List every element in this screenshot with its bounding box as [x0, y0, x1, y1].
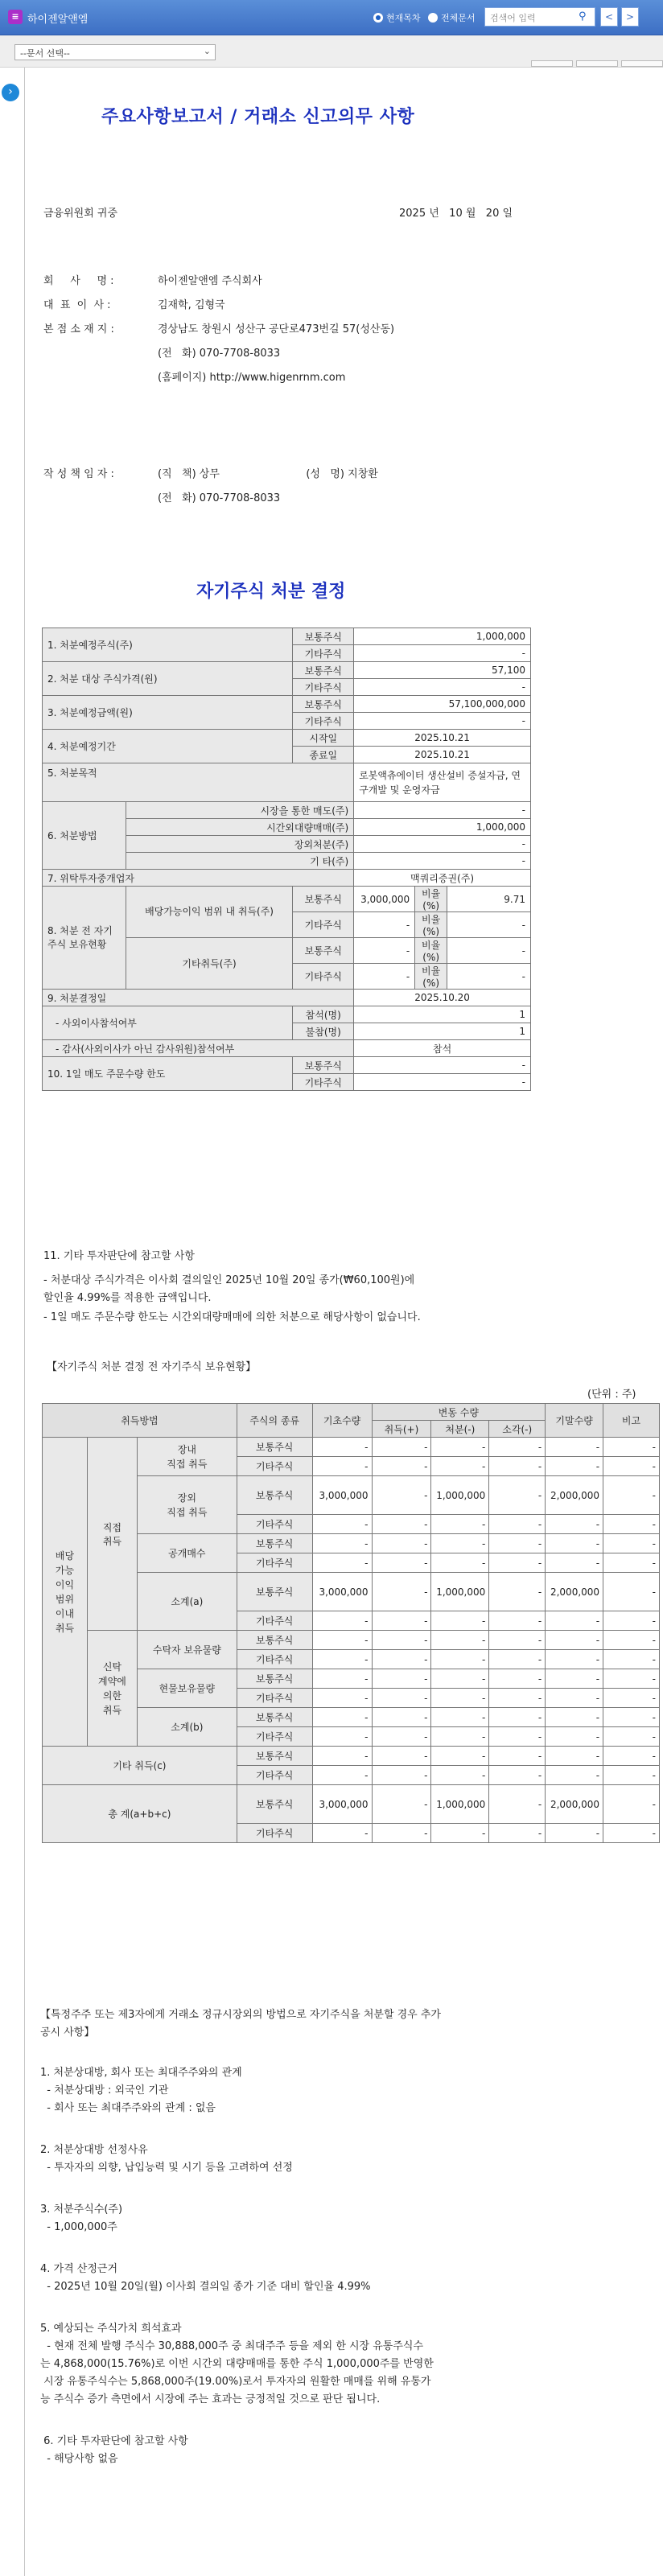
table-row: 불참(명) 1 — [43, 1023, 531, 1040]
table-row — [43, 1631, 660, 1650]
disclosure-intro: 【특정주주 또는 제3자에게 거래소 정규시장외의 방법으로 자기주식을 처분할 경우 추가 — [40, 2009, 441, 2021]
row-label: 2. 처분 대상 주식가격(원) — [43, 662, 293, 696]
quantity-cell: - — [431, 1747, 489, 1766]
quantity-cell: - — [603, 1650, 660, 1669]
quantity-cell: - — [312, 1650, 372, 1669]
spacer — [40, 2468, 441, 2492]
quantity-cell: - — [489, 1727, 546, 1747]
stock-kind: 보통주식 — [237, 1438, 312, 1457]
responsible-value: (직 책) 상무 (성 명) 지창환 — [158, 468, 378, 480]
quantity-cell: - — [312, 1515, 372, 1534]
quantity-cell: - — [489, 1708, 546, 1727]
quantity-cell: - — [489, 1611, 546, 1631]
quantity-cell: - — [372, 1727, 431, 1747]
table-row: 10. 1일 매도 주문수량 한도 보통주식 - — [43, 1057, 531, 1074]
quantity-cell: - — [603, 1689, 660, 1708]
quantity-cell: 2,000,000 — [546, 1573, 603, 1611]
col-header: 취득(+) — [372, 1421, 431, 1438]
sidebar-toggle-icon[interactable]: › — [2, 84, 19, 101]
row-label: 4. 처분예정기간 — [43, 730, 293, 763]
quantity-cell: - — [372, 1824, 431, 1843]
table-row: 시간외대량매매(주) 1,000,000 — [43, 819, 531, 836]
disclosure-item-line: 시장 유통주식수는 5,868,000주(19.00%)로서 투자자의 원활한 매매를 위해 유통가 — [40, 2376, 431, 2388]
table-row: 3. 처분예정금액(원) 보통주식 57,100,000,000 — [43, 696, 531, 713]
disclosure-item-title: 1. 처분상대방, 회사 또는 최대주주와의 관계 — [40, 2067, 242, 2079]
table-row — [43, 1438, 660, 1457]
quantity-cell: 3,000,000 — [312, 1476, 372, 1515]
notes-line: - 처분대상 주식가격은 이사회 결의일인 2025년 10월 20일 종가(₩60,100원)에 — [43, 1274, 415, 1286]
quantity-cell: - — [489, 1534, 546, 1553]
col-header: 변동 수량 — [372, 1404, 546, 1421]
search-icon[interactable]: ⚲ — [579, 10, 587, 23]
address-label: 본 점 소 재 지 : — [43, 323, 114, 335]
toolbar-buttons — [531, 60, 663, 67]
stock-kind: 기타주식 — [237, 1515, 312, 1534]
quantity-cell: - — [372, 1650, 431, 1669]
holdings-caption: 【자기주식 처분 결정 전 자기주식 보유현황】 — [47, 1361, 257, 1373]
radio-all-document[interactable]: 전체문서 — [428, 11, 476, 24]
stock-kind: 보통주식 — [237, 1534, 312, 1553]
app-logo-icon: ≡ — [8, 10, 23, 24]
quantity-cell: - — [546, 1766, 603, 1785]
table-row: 6. 처분방법 시장을 통한 매도(주) - — [43, 802, 531, 819]
quantity-cell: - — [312, 1766, 372, 1785]
spacer — [40, 2177, 441, 2201]
address-value: 경상남도 창원시 성산구 공단로473번길 57(성산동) — [158, 323, 395, 335]
quantity-cell: - — [312, 1438, 372, 1457]
quantity-cell: - — [489, 1747, 546, 1766]
quantity-cell: - — [603, 1476, 660, 1515]
quantity-cell: - — [431, 1669, 489, 1689]
quantity-cell: - — [312, 1457, 372, 1476]
app-title: 하이젠알앤엠 — [27, 14, 89, 26]
row-label: 1. 처분예정주식(주) — [43, 628, 293, 662]
row-label: 9. 처분결정일 — [43, 990, 354, 1006]
radio-off-icon — [428, 13, 438, 23]
holdings-unit: (단위 : 주) — [587, 1389, 636, 1401]
quantity-cell: - — [603, 1534, 660, 1553]
quantity-cell: - — [489, 1650, 546, 1669]
quantity-cell: - — [431, 1824, 489, 1843]
toolbar-button[interactable] — [576, 60, 618, 67]
quantity-cell: - — [603, 1457, 660, 1476]
stock-kind: 보통주식 — [237, 1669, 312, 1689]
stock-kind: 기타주식 — [237, 1553, 312, 1573]
table-header-row — [43, 1404, 660, 1421]
table-row — [43, 1785, 660, 1824]
quantity-cell: - — [603, 1708, 660, 1727]
quantity-cell: - — [546, 1824, 603, 1843]
top-toolbar — [0, 0, 663, 35]
quantity-cell: - — [372, 1631, 431, 1650]
stock-kind: 보통주식 — [237, 1708, 312, 1727]
stock-kind: 기타주식 — [237, 1457, 312, 1476]
quantity-cell: - — [312, 1824, 372, 1843]
stock-kind: 보통주식 — [237, 1573, 312, 1611]
quantity-cell: - — [372, 1785, 431, 1824]
quantity-cell: - — [312, 1631, 372, 1650]
quantity-cell: - — [489, 1438, 546, 1457]
quantity-cell: - — [372, 1457, 431, 1476]
disposal-decision-table — [42, 628, 531, 1091]
group-label: 배당 가능 이익 범위 이내 취득 — [43, 1438, 88, 1747]
quantity-cell: - — [431, 1631, 489, 1650]
quantity-cell: - — [431, 1650, 489, 1669]
row-label: - 사외이사참석여부 — [43, 1006, 293, 1040]
spacer — [40, 2237, 441, 2261]
quantity-cell: - — [546, 1611, 603, 1631]
table-row: - 감사(사외이사가 아닌 감사위원)참석여부 참석 — [43, 1040, 531, 1057]
stock-kind: 기타주식 — [237, 1824, 312, 1843]
disclosure-item-line: - 현재 전체 발행 주식수 30,888,000주 중 최대주주 등을 제외 한 시장 유통주식수 — [40, 2340, 424, 2352]
row-label: 10. 1일 매도 주문수량 한도 — [43, 1057, 293, 1091]
disclosure-item-title: 3. 처분주식수(주) — [40, 2204, 123, 2216]
quantity-cell: - — [546, 1534, 603, 1553]
quantity-cell: - — [603, 1747, 660, 1766]
quantity-cell: - — [603, 1438, 660, 1457]
quantity-cell: - — [372, 1553, 431, 1573]
quantity-cell: - — [431, 1766, 489, 1785]
disclosure-item-line: 는 4,868,000(15.76%)로 이번 시간외 대량매매를 통한 주식 1,000,000주를 반영한 — [40, 2358, 434, 2370]
quantity-cell: - — [489, 1457, 546, 1476]
radio-current-section[interactable]: 현재목차 — [373, 11, 421, 24]
notes-heading: 11. 기타 투자판단에 참고할 사항 — [43, 1250, 195, 1262]
company-name: 하이젠알앤엠 주식회사 — [158, 275, 262, 287]
quantity-cell: - — [372, 1534, 431, 1553]
disclosure-item-title: 5. 예상되는 주식가치 희석효과 — [40, 2323, 182, 2335]
quantity-cell: - — [546, 1438, 603, 1457]
row-label: 3. 처분예정금액(원) — [43, 696, 293, 730]
quantity-cell: - — [603, 1669, 660, 1689]
quantity-cell: - — [372, 1708, 431, 1727]
spacer — [40, 2409, 441, 2433]
quantity-cell: 3,000,000 — [312, 1785, 372, 1824]
disclosure-item-line: - 1,000,000주 — [40, 2221, 117, 2233]
quantity-cell: - — [603, 1824, 660, 1843]
spacer — [40, 2296, 441, 2320]
sub-method-label: 공개매수 — [137, 1534, 237, 1573]
disclosure-item-line: - 회사 또는 최대주주와의 관계 : 없음 — [40, 2102, 216, 2114]
quantity-cell: - — [489, 1573, 546, 1611]
radio-on-icon — [373, 13, 383, 23]
toolbar-button[interactable] — [621, 60, 663, 67]
quantity-cell: - — [312, 1708, 372, 1727]
stock-kind: 기타주식 — [237, 1727, 312, 1747]
section-title: 자기주식 처분 결정 — [196, 581, 346, 602]
quantity-cell: - — [546, 1747, 603, 1766]
quantity-cell: - — [489, 1631, 546, 1650]
disclosure-item-title: 4. 가격 산정근거 — [40, 2263, 118, 2275]
report-date: 2025 년 10 월 20 일 — [399, 208, 513, 220]
responsible-phone: (전 화) 070-7708-8033 — [158, 492, 281, 504]
quantity-cell: - — [431, 1689, 489, 1708]
search-input[interactable]: 검색어 입력 ⚲ — [484, 7, 595, 27]
table-row — [43, 1747, 660, 1766]
quantity-cell: - — [603, 1727, 660, 1747]
quantity-cell: - — [603, 1631, 660, 1650]
quantity-cell: - — [546, 1515, 603, 1534]
quantity-cell: - — [312, 1669, 372, 1689]
group-label: 기타 취득(c) — [43, 1747, 237, 1785]
quantity-cell: - — [372, 1573, 431, 1611]
table-row: 기타주식 - — [43, 645, 531, 662]
quantity-cell: - — [603, 1611, 660, 1631]
quantity-cell: - — [312, 1553, 372, 1573]
quantity-cell: - — [546, 1457, 603, 1476]
table-row: 기 타(주) - — [43, 853, 531, 870]
quantity-cell: - — [372, 1766, 431, 1785]
row-label: 6. 처분방법 — [43, 802, 126, 870]
table-row: 4. 처분예정기간 시작일 2025.10.21 — [43, 730, 531, 747]
quantity-cell: - — [372, 1476, 431, 1515]
col-header: 주식의 종류 — [237, 1404, 312, 1438]
stock-kind: 보통주식 — [237, 1785, 312, 1824]
quantity-cell: - — [603, 1553, 660, 1573]
notes-line: 할인율 4.99%를 적용한 금액입니다. — [43, 1292, 212, 1304]
quantity-cell: 3,000,000 — [312, 1573, 372, 1611]
document-select[interactable]: --문서 선택-- ⌄ — [14, 44, 216, 60]
table-row: 기타주식 - 비율(%) - — [43, 912, 531, 938]
next-result-button[interactable]: > — [621, 7, 639, 27]
quantity-cell: - — [489, 1553, 546, 1573]
quantity-cell: - — [489, 1766, 546, 1785]
sub-method-label: 장내 직접 취득 — [137, 1438, 237, 1476]
quantity-cell: 1,000,000 — [431, 1573, 489, 1611]
quantity-cell: - — [431, 1553, 489, 1573]
row-label: 5. 처분목적 — [43, 763, 354, 802]
quantity-cell: - — [431, 1727, 489, 1747]
table-row: 5. 처분목적 로봇액츄에이터 생산설비 증설자금, 연구개발 및 운영자금 — [43, 763, 531, 802]
quantity-cell: - — [431, 1611, 489, 1631]
disclosure-item-line: 능 주식수 증가 측면에서 시장에 주는 효과는 긍정적일 것으로 판단 됩니다. — [40, 2393, 381, 2405]
holdings-table — [42, 1403, 660, 1843]
quantity-cell: - — [312, 1689, 372, 1708]
quantity-cell: - — [312, 1747, 372, 1766]
additional-disclosure — [40, 2006, 441, 2492]
group-label: 총 계(a+b+c) — [43, 1785, 237, 1843]
quantity-cell: - — [312, 1727, 372, 1747]
quantity-cell: - — [546, 1631, 603, 1650]
disclosure-item-line: - 2025년 10월 20일(월) 이사회 결의일 종가 기준 대비 할인율 4.99% — [40, 2281, 371, 2293]
chevron-down-icon: ⌄ — [203, 46, 211, 56]
quantity-cell: - — [372, 1747, 431, 1766]
table-row: 1. 처분예정주식(주) 보통주식 1,000,000 — [43, 628, 531, 645]
disclosure-item-title: 2. 처분상대방 선정사유 — [40, 2144, 148, 2156]
stock-kind: 기타주식 — [237, 1766, 312, 1785]
quantity-cell: 2,000,000 — [546, 1785, 603, 1824]
table-row: 2. 처분 대상 주식가격(원) 보통주식 57,100 — [43, 662, 531, 679]
table-row: 7. 위탁투자중개업자 맥쿼리증권(주) — [43, 870, 531, 887]
quantity-cell: - — [603, 1573, 660, 1611]
report-recipient: 금융위원회 귀중 — [43, 208, 118, 220]
table-row: 종료일 2025.10.21 — [43, 747, 531, 763]
quantity-cell: - — [489, 1689, 546, 1708]
quantity-cell: - — [546, 1650, 603, 1669]
group-label: 직접 취득 — [87, 1438, 137, 1631]
quantity-cell: - — [372, 1515, 431, 1534]
table-row: 8. 처분 전 자기주식 보유현황 배당가능이익 범위 내 취득(주) 보통주식 3,000,000 비율(%) 9.71 — [43, 887, 531, 912]
quantity-cell: - — [312, 1611, 372, 1631]
ceo-label: 대 표 이 사 : — [43, 299, 111, 311]
disclosure-item-line: - 처분상대방 : 외국인 기관 — [40, 2084, 169, 2097]
sub-method-label: 현물보유물량 — [137, 1669, 237, 1708]
toolbar-button[interactable] — [531, 60, 573, 67]
quantity-cell: - — [546, 1669, 603, 1689]
col-header: 기말수량 — [546, 1404, 603, 1438]
quantity-cell: 1,000,000 — [431, 1785, 489, 1824]
stock-kind: 기타주식 — [237, 1650, 312, 1669]
group-label: 신탁 계약에 의한 취득 — [87, 1631, 137, 1747]
ceo-name: 김재학, 김형국 — [158, 299, 225, 311]
table-row: - 사외이사참석여부 참석(명) 1 — [43, 1006, 531, 1023]
sub-method-label: 수탁자 보유물량 — [137, 1631, 237, 1669]
document-toolbar — [0, 35, 663, 68]
col-header: 취득방법 — [43, 1404, 237, 1438]
quantity-cell: - — [372, 1689, 431, 1708]
quantity-cell: - — [489, 1476, 546, 1515]
company-label: 회 사 명 : — [43, 275, 114, 287]
quantity-cell: - — [312, 1534, 372, 1553]
quantity-cell: - — [431, 1708, 489, 1727]
responsible-label: 작 성 책 임 자 : — [43, 468, 114, 480]
quantity-cell: - — [603, 1766, 660, 1785]
quantity-cell: - — [489, 1785, 546, 1824]
table-row: 장외처분(주) - — [43, 836, 531, 853]
quantity-cell: - — [431, 1457, 489, 1476]
col-header: 기초수량 — [312, 1404, 372, 1438]
quantity-cell: - — [431, 1515, 489, 1534]
quantity-cell: - — [431, 1438, 489, 1457]
col-header: 처분(-) — [431, 1421, 489, 1438]
quantity-cell: - — [489, 1824, 546, 1843]
homepage-value: (홈페이지) http://www.higenrnm.com — [158, 372, 346, 384]
table-row: 기타주식 - — [43, 1074, 531, 1091]
col-header: 비고 — [603, 1404, 660, 1438]
quantity-cell: - — [546, 1689, 603, 1708]
quantity-cell: - — [489, 1669, 546, 1689]
disclosure-intro: 공시 사항】 — [40, 2027, 95, 2039]
row-label: 7. 위탁투자중개업자 — [43, 870, 354, 887]
quantity-cell: 2,000,000 — [546, 1476, 603, 1515]
prev-result-button[interactable]: < — [600, 7, 618, 27]
notes-line: - 1일 매도 주문수량 한도는 시간외대량매매에 의한 처분으로 해당사항이 없습니다. — [43, 1311, 421, 1323]
stock-kind: 보통주식 — [237, 1476, 312, 1515]
table-row: 9. 처분결정일 2025.10.20 — [43, 990, 531, 1006]
table-row: 기타주식 - 비율(%) - — [43, 964, 531, 990]
report-title: 주요사항보고서 / 거래소 신고의무 사항 — [101, 106, 415, 127]
quantity-cell: 1,000,000 — [431, 1476, 489, 1515]
sub-method-label: 장외 직접 취득 — [137, 1476, 237, 1534]
quantity-cell: - — [431, 1534, 489, 1553]
table-row: 기타취득(주) 보통주식 - 비율(%) - — [43, 938, 531, 964]
disclosure-item-line: - 해당사항 없음 — [40, 2453, 118, 2465]
quantity-cell: - — [603, 1785, 660, 1824]
quantity-cell: - — [546, 1708, 603, 1727]
disclosure-item-line: - 투자자의 의향, 납입능력 및 시기 등을 고려하여 선정 — [40, 2162, 293, 2174]
col-header: 소각(-) — [489, 1421, 546, 1438]
quantity-cell: - — [546, 1727, 603, 1747]
row-label: - 감사(사외이사가 아닌 감사위원)참석여부 — [43, 1040, 354, 1057]
quantity-cell: - — [372, 1669, 431, 1689]
quantity-cell: - — [372, 1611, 431, 1631]
stock-kind: 기타주식 — [237, 1689, 312, 1708]
spacer — [40, 2117, 441, 2142]
stock-kind: 보통주식 — [237, 1631, 312, 1650]
sub-method-label: 소계(b) — [137, 1708, 237, 1747]
table-row: 기타주식 - — [43, 679, 531, 696]
quantity-cell: - — [546, 1553, 603, 1573]
stock-kind: 보통주식 — [237, 1747, 312, 1766]
quantity-cell: - — [372, 1438, 431, 1457]
holdings-body — [43, 1438, 660, 1843]
table-row: 기타주식 - — [43, 713, 531, 730]
quantity-cell: - — [489, 1515, 546, 1534]
disclosure-item-title: 6. 기타 투자판단에 참고할 사항 — [40, 2435, 188, 2447]
sub-method-label: 소계(a) — [137, 1573, 237, 1631]
phone-value: (전 화) 070-7708-8033 — [158, 348, 281, 360]
quantity-cell: - — [603, 1515, 660, 1534]
stock-kind: 기타주식 — [237, 1611, 312, 1631]
row-label: 8. 처분 전 자기주식 보유현황 — [43, 887, 126, 990]
